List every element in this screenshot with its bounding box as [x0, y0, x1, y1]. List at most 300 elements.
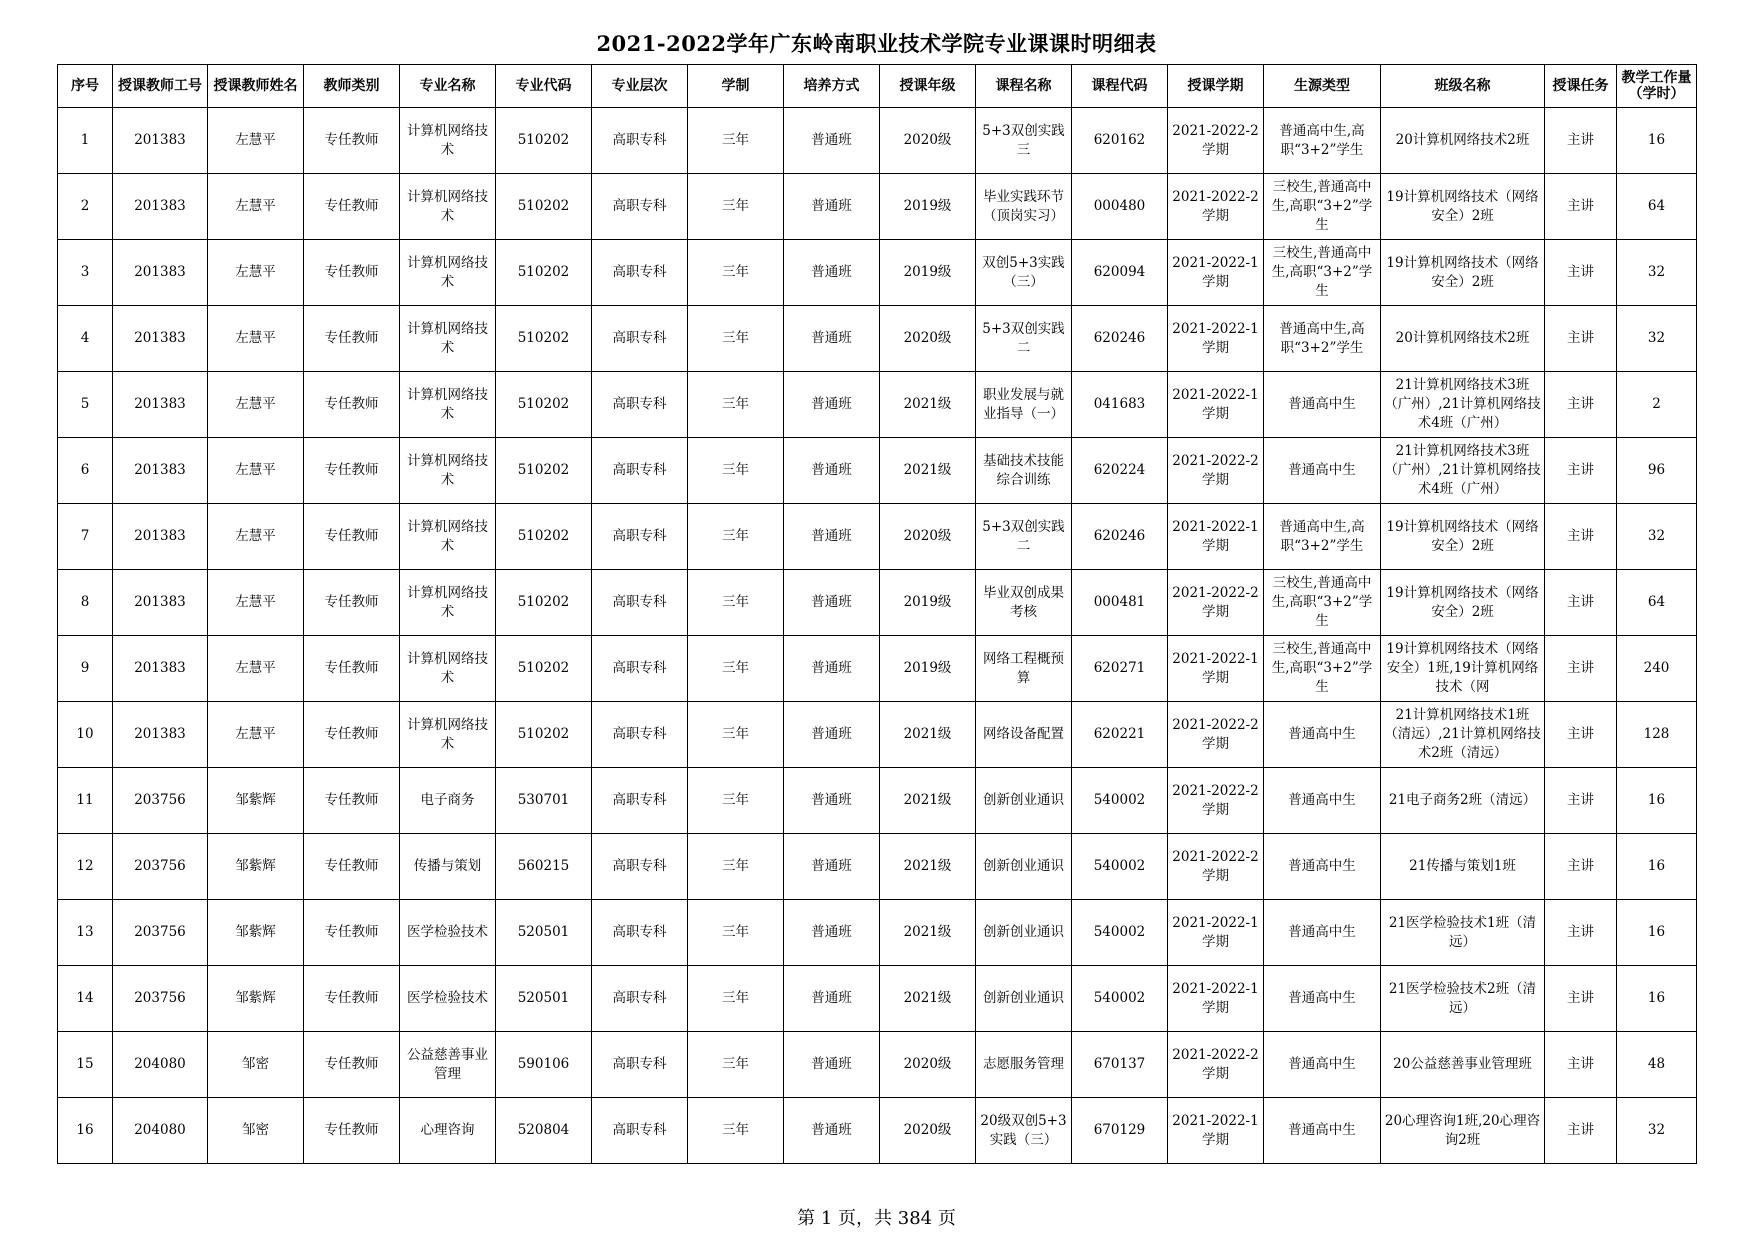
table-cell: 毕业实践环节（顶岗实习） [976, 174, 1072, 240]
table-cell [1264, 504, 1381, 570]
table-cell: 2021-2022-1学期 [1168, 504, 1264, 570]
table-cell: 主讲 [1545, 966, 1617, 1032]
table-cell: 128 [1617, 702, 1697, 768]
table-cell: 基础技术技能综合训练 [976, 438, 1072, 504]
table-cell: 2021-2022-1学期 [1168, 240, 1264, 306]
table-cell: 左慧平 [208, 372, 304, 438]
table-cell: 20级双创5+3实践（三） [976, 1098, 1072, 1164]
table-cell: 201383 [113, 372, 208, 438]
table-cell: 专任教师 [304, 372, 400, 438]
table-cell: 邹密 [208, 1098, 304, 1164]
table-cell: 邹紫辉 [208, 768, 304, 834]
cell-text: 普通高中生 [1288, 1056, 1356, 1072]
table-cell [1381, 372, 1545, 438]
table-cell: 2021-2022-1学期 [1168, 966, 1264, 1032]
table-cell: 计算机网络技术 [400, 306, 496, 372]
table-cell [1264, 240, 1381, 306]
table-cell: 2021级 [880, 438, 976, 504]
table-cell: 201383 [113, 240, 208, 306]
cell-text: 19计算机网络技术（网络安全）2班 [1386, 584, 1539, 620]
table-cell: 670137 [1072, 1032, 1168, 1098]
table-cell: 5+3双创实践二 [976, 306, 1072, 372]
table-cell: 2021级 [880, 702, 976, 768]
table-cell: 普通班 [784, 636, 880, 702]
table-cell: 32 [1617, 1098, 1697, 1164]
table-cell: 左慧平 [208, 570, 304, 636]
table-cell: 2021-2022-2学期 [1168, 174, 1264, 240]
table-cell: 540002 [1072, 834, 1168, 900]
column-header: 课程代码 [1072, 65, 1168, 108]
page-footer: 第 1 页，共 384 页 [797, 1208, 956, 1229]
table-cell: 高职专科 [592, 1032, 688, 1098]
table-cell: 8 [58, 570, 113, 636]
table-cell: 高职专科 [592, 504, 688, 570]
column-header: 授课年级 [880, 65, 976, 108]
table-cell: 5 [58, 372, 113, 438]
table-cell: 2021-2022-1学期 [1168, 900, 1264, 966]
table-cell: 高职专科 [592, 372, 688, 438]
column-header: 授课教师姓名 [208, 65, 304, 108]
table-cell: 专任教师 [304, 1032, 400, 1098]
table-cell: 毕业双创成果考核 [976, 570, 1072, 636]
table-cell: 000481 [1072, 570, 1168, 636]
table-cell: 三年 [688, 570, 784, 636]
column-header: 学制 [688, 65, 784, 108]
column-header: 专业代码 [496, 65, 592, 108]
table-cell: 510202 [496, 372, 592, 438]
table-cell: 10 [58, 702, 113, 768]
cell-text: 21电子商务2班（清远） [1388, 792, 1537, 808]
table-cell: 560215 [496, 834, 592, 900]
table-cell: 网络设备配置 [976, 702, 1072, 768]
table-cell: 专任教师 [304, 900, 400, 966]
table-cell: 三年 [688, 966, 784, 1032]
column-header: 授课任务 [1545, 65, 1617, 108]
table-cell: 三年 [688, 1032, 784, 1098]
table-cell: 计算机网络技术 [400, 108, 496, 174]
table-cell: 三年 [688, 504, 784, 570]
table-cell: 专任教师 [304, 240, 400, 306]
table-cell: 普通班 [784, 1098, 880, 1164]
table-cell: 590106 [496, 1032, 592, 1098]
table-cell: 2021-2022-2学期 [1168, 702, 1264, 768]
table-body [58, 108, 1697, 1164]
table-cell: 2020级 [880, 504, 976, 570]
table-cell: 2019级 [880, 636, 976, 702]
table-cell [1264, 768, 1381, 834]
table-cell: 专任教师 [304, 1098, 400, 1164]
table-cell [1381, 240, 1545, 306]
cell-text: 19计算机网络技术（网络安全）2班 [1386, 188, 1539, 224]
table-cell: 2021-2022-2学期 [1168, 570, 1264, 636]
table-cell: 16 [1617, 966, 1697, 1032]
table-cell: 520501 [496, 966, 592, 1032]
table-cell: 041683 [1072, 372, 1168, 438]
table-cell: 510202 [496, 438, 592, 504]
table-cell: 201383 [113, 504, 208, 570]
cell-text: 普通高中生,高职“3+2”学生 [1279, 320, 1365, 356]
table-cell: 计算机网络技术 [400, 174, 496, 240]
table-cell: 2021级 [880, 834, 976, 900]
table-row [58, 900, 1697, 966]
table-cell: 9 [58, 636, 113, 702]
table-cell [1381, 834, 1545, 900]
table-cell: 540002 [1072, 966, 1168, 1032]
table-cell: 三年 [688, 306, 784, 372]
table-cell: 左慧平 [208, 108, 304, 174]
table-cell: 2019级 [880, 174, 976, 240]
table-cell: 主讲 [1545, 834, 1617, 900]
cell-text: 20心理咨询1班,20心理咨询2班 [1384, 1112, 1541, 1148]
table-cell: 620221 [1072, 702, 1168, 768]
cell-text: 普通高中生 [1288, 858, 1356, 874]
table-cell: 510202 [496, 306, 592, 372]
table-cell: 48 [1617, 1032, 1697, 1098]
cell-text: 三校生,普通高中生,高职“3+2”学生 [1271, 575, 1373, 629]
column-header: 培养方式 [784, 65, 880, 108]
table-cell [1264, 108, 1381, 174]
table-cell: 620224 [1072, 438, 1168, 504]
cell-text: 普通高中生 [1288, 792, 1356, 808]
table-cell: 高职专科 [592, 900, 688, 966]
table-row [58, 372, 1697, 438]
table-cell: 主讲 [1545, 108, 1617, 174]
column-header: 序号 [58, 65, 113, 108]
table-cell: 高职专科 [592, 966, 688, 1032]
table-cell: 2021-2022-2学期 [1168, 108, 1264, 174]
table-cell: 1 [58, 108, 113, 174]
table-cell: 普通班 [784, 174, 880, 240]
table-cell: 16 [1617, 108, 1697, 174]
table-cell: 主讲 [1545, 570, 1617, 636]
table-cell: 2021级 [880, 966, 976, 1032]
table-cell: 16 [1617, 900, 1697, 966]
table-cell: 创新创业通识 [976, 900, 1072, 966]
cell-text: 21计算机网络技术3班（广州）,21计算机网络技术4班（广州） [1384, 443, 1541, 497]
table-cell: 左慧平 [208, 438, 304, 504]
table-cell: 203756 [113, 966, 208, 1032]
table-cell: 三年 [688, 702, 784, 768]
table-cell: 2021级 [880, 768, 976, 834]
table-cell: 左慧平 [208, 240, 304, 306]
table-cell: 2 [1617, 372, 1697, 438]
table-cell: 普通班 [784, 504, 880, 570]
table-cell: 620271 [1072, 636, 1168, 702]
table-cell: 普通班 [784, 834, 880, 900]
table-cell: 620094 [1072, 240, 1168, 306]
table-row [58, 1032, 1697, 1098]
table-cell: 203756 [113, 900, 208, 966]
table-cell: 204080 [113, 1032, 208, 1098]
table-cell [1264, 438, 1381, 504]
table-cell: 传播与策划 [400, 834, 496, 900]
table-cell: 主讲 [1545, 174, 1617, 240]
table-cell: 主讲 [1545, 306, 1617, 372]
table-cell: 32 [1617, 240, 1697, 306]
table-cell: 计算机网络技术 [400, 504, 496, 570]
table-cell: 普通班 [784, 570, 880, 636]
table-cell [1264, 834, 1381, 900]
table-cell: 2019级 [880, 240, 976, 306]
table-cell: 670129 [1072, 1098, 1168, 1164]
table-cell [1381, 570, 1545, 636]
table-cell: 主讲 [1545, 1032, 1617, 1098]
cell-text: 19计算机网络技术（网络安全）2班 [1386, 518, 1539, 554]
table-cell: 620162 [1072, 108, 1168, 174]
table-row [58, 966, 1697, 1032]
table-cell [1381, 702, 1545, 768]
column-header: 教师类别 [304, 65, 400, 108]
cell-text: 普通高中生 [1288, 924, 1356, 940]
table-cell: 创新创业通识 [976, 768, 1072, 834]
cell-text: 普通高中生 [1288, 462, 1356, 478]
cell-text: 19计算机网络技术（网络安全）2班 [1386, 254, 1539, 290]
table-cell: 2021-2022-1学期 [1168, 636, 1264, 702]
table-cell: 520501 [496, 900, 592, 966]
table-cell: 主讲 [1545, 768, 1617, 834]
cell-text: 21传播与策划1班 [1409, 858, 1516, 874]
cell-text: 普通高中生 [1288, 1122, 1356, 1138]
table-row [58, 108, 1697, 174]
table-cell: 2 [58, 174, 113, 240]
table-cell: 左慧平 [208, 306, 304, 372]
table-cell: 三年 [688, 834, 784, 900]
table-cell: 201383 [113, 570, 208, 636]
table-cell [1264, 900, 1381, 966]
table-cell: 7 [58, 504, 113, 570]
table-cell: 专任教师 [304, 834, 400, 900]
table-cell: 高职专科 [592, 1098, 688, 1164]
table-cell: 电子商务 [400, 768, 496, 834]
column-header: 专业层次 [592, 65, 688, 108]
table-cell: 201383 [113, 636, 208, 702]
table-cell: 540002 [1072, 900, 1168, 966]
table-cell: 2021-2022-1学期 [1168, 372, 1264, 438]
table-cell: 64 [1617, 570, 1697, 636]
table-cell [1264, 1098, 1381, 1164]
table-cell: 三年 [688, 108, 784, 174]
table-cell: 高职专科 [592, 636, 688, 702]
table-cell: 高职专科 [592, 768, 688, 834]
table-cell: 5+3双创实践三 [976, 108, 1072, 174]
table-cell: 计算机网络技术 [400, 702, 496, 768]
table-cell: 邹紫辉 [208, 834, 304, 900]
table-row [58, 570, 1697, 636]
table-cell: 三年 [688, 636, 784, 702]
table-cell: 15 [58, 1032, 113, 1098]
table-cell: 高职专科 [592, 240, 688, 306]
table-cell: 510202 [496, 504, 592, 570]
table-cell: 2021-2022-2学期 [1168, 438, 1264, 504]
cell-text: 21医学检验技术1班（清远） [1388, 914, 1537, 950]
table-cell: 高职专科 [592, 306, 688, 372]
table-cell: 000480 [1072, 174, 1168, 240]
table-cell: 12 [58, 834, 113, 900]
table-cell [1381, 636, 1545, 702]
table-cell: 专任教师 [304, 570, 400, 636]
cell-text: 普通高中生,高职“3+2”学生 [1279, 518, 1365, 554]
table-cell: 203756 [113, 768, 208, 834]
table-cell: 620246 [1072, 306, 1168, 372]
table-cell: 2019级 [880, 570, 976, 636]
cell-text: 三校生,普通高中生,高职“3+2”学生 [1271, 179, 1373, 233]
table-cell [1381, 900, 1545, 966]
table-cell [1381, 504, 1545, 570]
table-cell: 530701 [496, 768, 592, 834]
table-cell: 创新创业通识 [976, 834, 1072, 900]
table-cell: 510202 [496, 702, 592, 768]
table-cell: 主讲 [1545, 438, 1617, 504]
table-cell: 主讲 [1545, 372, 1617, 438]
table-cell: 主讲 [1545, 636, 1617, 702]
table-cell: 普通班 [784, 108, 880, 174]
table-cell: 2020级 [880, 108, 976, 174]
table-cell: 204080 [113, 1098, 208, 1164]
table-cell: 201383 [113, 438, 208, 504]
table-row [58, 768, 1697, 834]
table-cell: 201383 [113, 108, 208, 174]
table-cell: 201383 [113, 306, 208, 372]
table-cell: 计算机网络技术 [400, 240, 496, 306]
table-cell: 201383 [113, 174, 208, 240]
table-cell: 三年 [688, 372, 784, 438]
table-cell: 专任教师 [304, 636, 400, 702]
table-cell: 医学检验技术 [400, 900, 496, 966]
cell-text: 19计算机网络技术（网络安全）1班,19计算机网络技术（网 [1386, 641, 1539, 695]
table-cell [1264, 966, 1381, 1032]
table-cell [1264, 372, 1381, 438]
cell-text: 21医学检验技术2班（清远） [1388, 980, 1537, 1016]
table-cell: 14 [58, 966, 113, 1032]
cell-text: 普通高中生 [1288, 990, 1356, 1006]
column-header: 班级名称 [1381, 65, 1545, 108]
table-cell: 6 [58, 438, 113, 504]
table-cell: 510202 [496, 636, 592, 702]
table-cell: 主讲 [1545, 1098, 1617, 1164]
table-cell: 专任教师 [304, 306, 400, 372]
table-cell: 计算机网络技术 [400, 438, 496, 504]
table-cell: 11 [58, 768, 113, 834]
table-cell: 主讲 [1545, 504, 1617, 570]
table-cell: 16 [1617, 834, 1697, 900]
table-cell: 专任教师 [304, 108, 400, 174]
table-cell: 96 [1617, 438, 1697, 504]
table-row [58, 174, 1697, 240]
table-cell: 2021级 [880, 372, 976, 438]
table-cell: 左慧平 [208, 174, 304, 240]
table-cell: 高职专科 [592, 834, 688, 900]
table-cell: 专任教师 [304, 702, 400, 768]
table-cell: 三年 [688, 900, 784, 966]
table-cell [1381, 768, 1545, 834]
table-cell: 2021-2022-1学期 [1168, 306, 1264, 372]
table-cell: 专任教师 [304, 174, 400, 240]
table-cell [1381, 1032, 1545, 1098]
table-cell: 普通班 [784, 1032, 880, 1098]
cell-text: 21计算机网络技术3班（广州）,21计算机网络技术4班（广州） [1384, 377, 1541, 431]
table-cell: 2021-2022-2学期 [1168, 834, 1264, 900]
table-cell: 3 [58, 240, 113, 306]
table-row [58, 240, 1697, 306]
table-cell: 三年 [688, 768, 784, 834]
table-cell: 邹紫辉 [208, 966, 304, 1032]
table-cell [1264, 570, 1381, 636]
course-hours-table [57, 64, 1697, 1164]
table-header-row [58, 65, 1697, 108]
table-cell: 三年 [688, 1098, 784, 1164]
table-cell: 普通班 [784, 702, 880, 768]
cell-text: 三校生,普通高中生,高职“3+2”学生 [1271, 245, 1373, 299]
table-cell: 普通班 [784, 372, 880, 438]
table-cell: 普通班 [784, 768, 880, 834]
table-cell: 32 [1617, 504, 1697, 570]
table-cell: 主讲 [1545, 240, 1617, 306]
cell-text: 普通高中生,高职“3+2”学生 [1279, 122, 1365, 158]
table-cell [1381, 174, 1545, 240]
table-cell: 三年 [688, 174, 784, 240]
table-row [58, 1098, 1697, 1164]
table-cell: 左慧平 [208, 702, 304, 768]
table-cell: 2021-2022-1学期 [1168, 1098, 1264, 1164]
table-cell [1264, 1032, 1381, 1098]
column-header: 授课教师工号 [113, 65, 208, 108]
table-row [58, 636, 1697, 702]
table-cell [1264, 636, 1381, 702]
table-cell: 专任教师 [304, 438, 400, 504]
table-cell: 普通班 [784, 966, 880, 1032]
table-cell: 普通班 [784, 240, 880, 306]
table-cell: 计算机网络技术 [400, 636, 496, 702]
table-cell: 540002 [1072, 768, 1168, 834]
table-cell: 2021-2022-2学期 [1168, 1032, 1264, 1098]
table-cell: 普通班 [784, 900, 880, 966]
column-header: 授课学期 [1168, 65, 1264, 108]
table-cell [1381, 306, 1545, 372]
table-cell: 64 [1617, 174, 1697, 240]
table-cell: 三年 [688, 438, 784, 504]
cell-text: 普通高中生 [1288, 396, 1356, 412]
table-cell: 4 [58, 306, 113, 372]
cell-text: 三校生,普通高中生,高职“3+2”学生 [1271, 641, 1373, 695]
table-cell: 医学检验技术 [400, 966, 496, 1032]
table-row [58, 834, 1697, 900]
table-row [58, 504, 1697, 570]
column-header: 课程名称 [976, 65, 1072, 108]
table-cell: 专任教师 [304, 504, 400, 570]
table-cell: 主讲 [1545, 702, 1617, 768]
table-cell: 高职专科 [592, 702, 688, 768]
table-cell [1264, 702, 1381, 768]
table-cell: 职业发展与就业指导（一） [976, 372, 1072, 438]
table-cell: 2021级 [880, 900, 976, 966]
table-cell [1381, 1098, 1545, 1164]
cell-text: 20公益慈善事业管理班 [1393, 1056, 1532, 1072]
table-cell: 高职专科 [592, 438, 688, 504]
table-cell: 510202 [496, 570, 592, 636]
table-cell: 普通班 [784, 438, 880, 504]
table-cell: 13 [58, 900, 113, 966]
table-cell: 左慧平 [208, 636, 304, 702]
table-cell: 邹紫辉 [208, 900, 304, 966]
page-title: 2021-2022学年广东岭南职业技术学院专业课课时明细表 [596, 31, 1157, 56]
table-cell: 510202 [496, 240, 592, 306]
table-cell: 双创5+3实践（三） [976, 240, 1072, 306]
table-cell: 16 [1617, 768, 1697, 834]
table-cell: 620246 [1072, 504, 1168, 570]
table-cell: 计算机网络技术 [400, 570, 496, 636]
table-cell: 邹密 [208, 1032, 304, 1098]
table-cell [1381, 966, 1545, 1032]
